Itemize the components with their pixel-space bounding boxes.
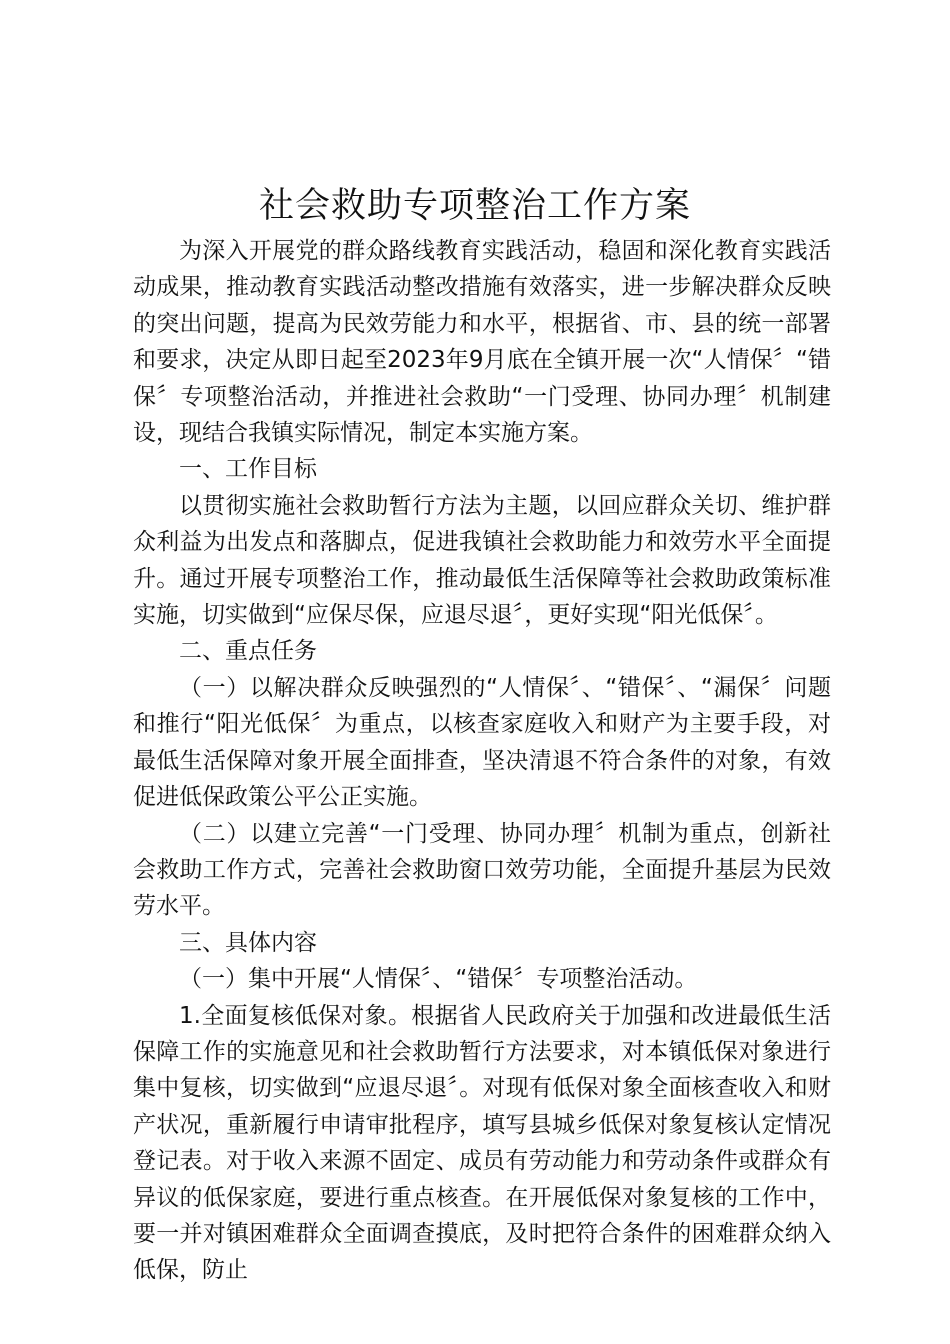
section-heading-tasks: 二、重点任务 (179, 638, 317, 665)
document-body (133, 233, 831, 1289)
document-title: 社会救助专项整治工作方案 (258, 186, 691, 226)
paragraph-goals: 以贯彻实施社会救助暂行方法为主题，以回应群众关切、维护群众利益为出发点和落脚点，促进我镇社会救助能力和效劳水平全面提升。通过开展专项整治工作，推动最低生活保障等社会救助政策标准实施，切实做到“应保尽保，应退尽退〞，更好实现“阳光低保〞。 (133, 492, 831, 629)
section-heading-content: 三、具体内容 (179, 929, 317, 956)
paragraph-intro: 为深入开展党的群众路线教育实践活动，稳固和深化教育实践活动成果，推动教育实践活动整改措施有效落实，进一步解决群众反映的突出问题，提高为民效劳能力和水平，根据省、市、县的统一部署和要求，决定从即日起至2023年9月底在全镇开展一次“人情保〞“错保〞专项整治活动，并推进社会救助“一门受理、协同办理〞机制建设，现结合我镇实际情况，制定本实施方案。 (133, 238, 831, 447)
section-heading-goals: 一、工作目标 (179, 456, 317, 483)
paragraph-task-2: （二）以建立完善“一门受理、协同办理〞机制为重点，创新社会救助工作方式，完善社会救助窗口效劳功能，全面提升基层为民效劳水平。 (133, 820, 831, 920)
paragraph-content-1: （一）集中开展“人情保〞、“错保〞专项整治活动。 (179, 966, 698, 993)
paragraph-content-1-item-1: 1.全面复核低保对象。根据省人民政府关于加强和改进最低生活保障工作的实施意见和社会救助暂行方法要求，对本镇低保对象进行集中复核，切实做到“应退尽退〞。对现有低保对象全面核查收入和财产状况，重新履行申请审批程序，填写县城乡低保对象复核认定情况登记表。对于收入来源不固定、成员有劳动能力和劳动条件或群众有异议的低保家庭，要进行重点核查。在开展低保对象复核的工作中，要一并对镇困难群众全面调查摸底，及时把符合条件的困难群众纳入低保，防止 (133, 1002, 831, 1284)
paragraph-task-1: （一）以解决群众反映强烈的“人情保〞、“错保〞、“漏保〞问题和推行“阳光低保〞为重点，以核查家庭收入和财产为主要手段，对最低生活保障对象开展全面排查，坚决清退不符合条件的对象，有效促进低保政策公平公正实施。 (133, 674, 831, 811)
